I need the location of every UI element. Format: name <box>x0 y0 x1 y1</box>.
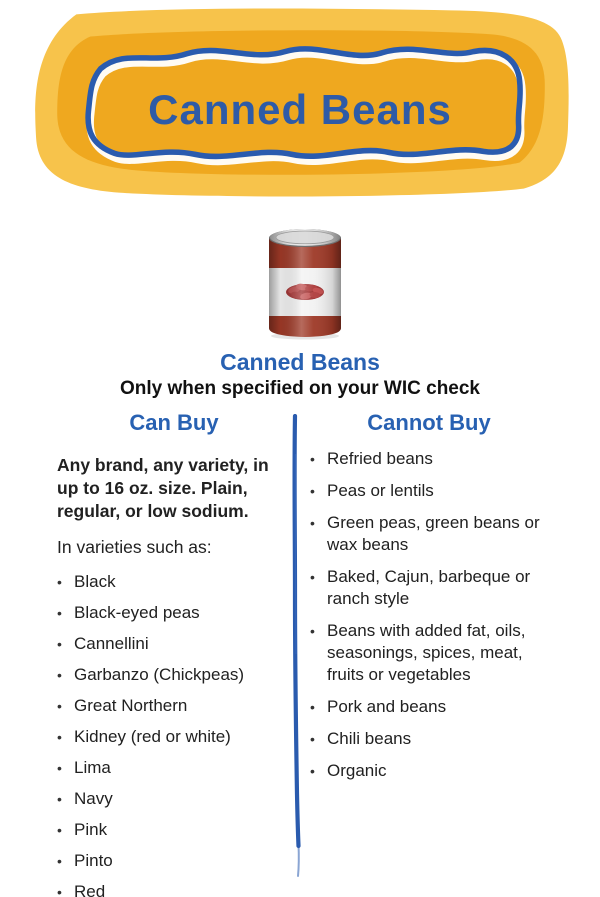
can-buy-column <box>55 410 293 897</box>
list-item <box>57 881 293 897</box>
list-item-label: Pinto <box>74 851 113 870</box>
list-item <box>57 664 293 686</box>
list-item <box>310 480 550 502</box>
list-item <box>57 571 293 593</box>
product-name: Canned Beans <box>220 349 380 375</box>
list-item-label: Baked, Cajun, barbeque or ranch style <box>327 567 531 608</box>
list-item-label: Great Northern <box>74 696 188 715</box>
bullet-icon: • <box>310 569 315 585</box>
cannot-buy-list <box>308 448 550 782</box>
bullet-icon: • <box>310 699 315 715</box>
list-item <box>57 695 293 717</box>
list-item-label: Pink <box>74 820 108 839</box>
banner-title: Canned Beans <box>148 86 452 133</box>
list-item <box>57 602 293 624</box>
bullet-icon: • <box>57 636 62 652</box>
bean-can-image <box>266 226 344 340</box>
list-item-label: Red <box>74 882 106 897</box>
list-item <box>310 512 550 556</box>
list-item-label: Cannellini <box>74 634 149 653</box>
list-item <box>57 819 293 841</box>
list-item-label: Beans with added fat, oils, seasonings, spices, meat, fruits or vegetables <box>327 621 526 684</box>
list-item <box>310 620 550 686</box>
bullet-icon: • <box>57 605 62 621</box>
list-item <box>57 633 293 655</box>
banner <box>28 6 572 198</box>
bullet-icon: • <box>57 729 62 745</box>
bullet-icon: • <box>310 515 315 531</box>
list-item <box>310 566 550 610</box>
bullet-icon: • <box>310 451 315 467</box>
bean-can-graphic <box>266 226 344 340</box>
bullet-icon: • <box>57 853 62 869</box>
can-buy-list <box>55 571 293 897</box>
list-item-label: Peas or lentils <box>327 481 434 500</box>
list-item-label: Black <box>74 572 116 591</box>
list-item-label: Pork and beans <box>327 697 447 716</box>
list-item <box>310 448 550 470</box>
bullet-icon: • <box>57 698 62 714</box>
list-item <box>310 696 550 718</box>
list-item <box>57 788 293 810</box>
bullet-icon: • <box>57 884 62 897</box>
list-item-label: Garbanzo (Chickpeas) <box>74 665 245 684</box>
list-item-label: Navy <box>74 789 113 808</box>
cannot-buy-header: Cannot Buy <box>367 410 491 435</box>
can-buy-rule-text: Any brand, any variety, in up to 16 oz. size. Plain, regular, or low sodium. <box>57 455 269 521</box>
list-item-label: Green peas, green beans or wax beans <box>327 513 540 554</box>
bullet-icon: • <box>57 791 62 807</box>
bullet-icon: • <box>57 822 62 838</box>
wic-check-note: Only when specified on your WIC check <box>119 378 481 399</box>
can-buy-header: Can Buy <box>129 410 219 435</box>
list-item-label: Black-eyed peas <box>74 603 200 622</box>
bullet-icon: • <box>57 574 62 590</box>
list-item <box>57 757 293 779</box>
list-item-label: Organic <box>327 761 387 780</box>
list-item-label: Chili beans <box>327 729 412 748</box>
list-item-label: Kidney (red or white) <box>74 727 231 746</box>
list-item <box>310 728 550 750</box>
list-item <box>57 850 293 872</box>
bullet-icon: • <box>57 760 62 776</box>
list-item-label: Refried beans <box>327 449 433 468</box>
bullet-icon: • <box>310 763 315 779</box>
cannot-buy-column <box>308 410 550 792</box>
bullet-icon: • <box>57 667 62 683</box>
list-item <box>310 760 550 782</box>
bullet-icon: • <box>310 731 315 747</box>
list-item-label: Lima <box>74 758 111 777</box>
bullet-icon: • <box>310 483 315 499</box>
bullet-icon: • <box>310 623 315 639</box>
list-item <box>57 726 293 748</box>
can-buy-varieties-label: In varieties such as: <box>57 537 212 557</box>
